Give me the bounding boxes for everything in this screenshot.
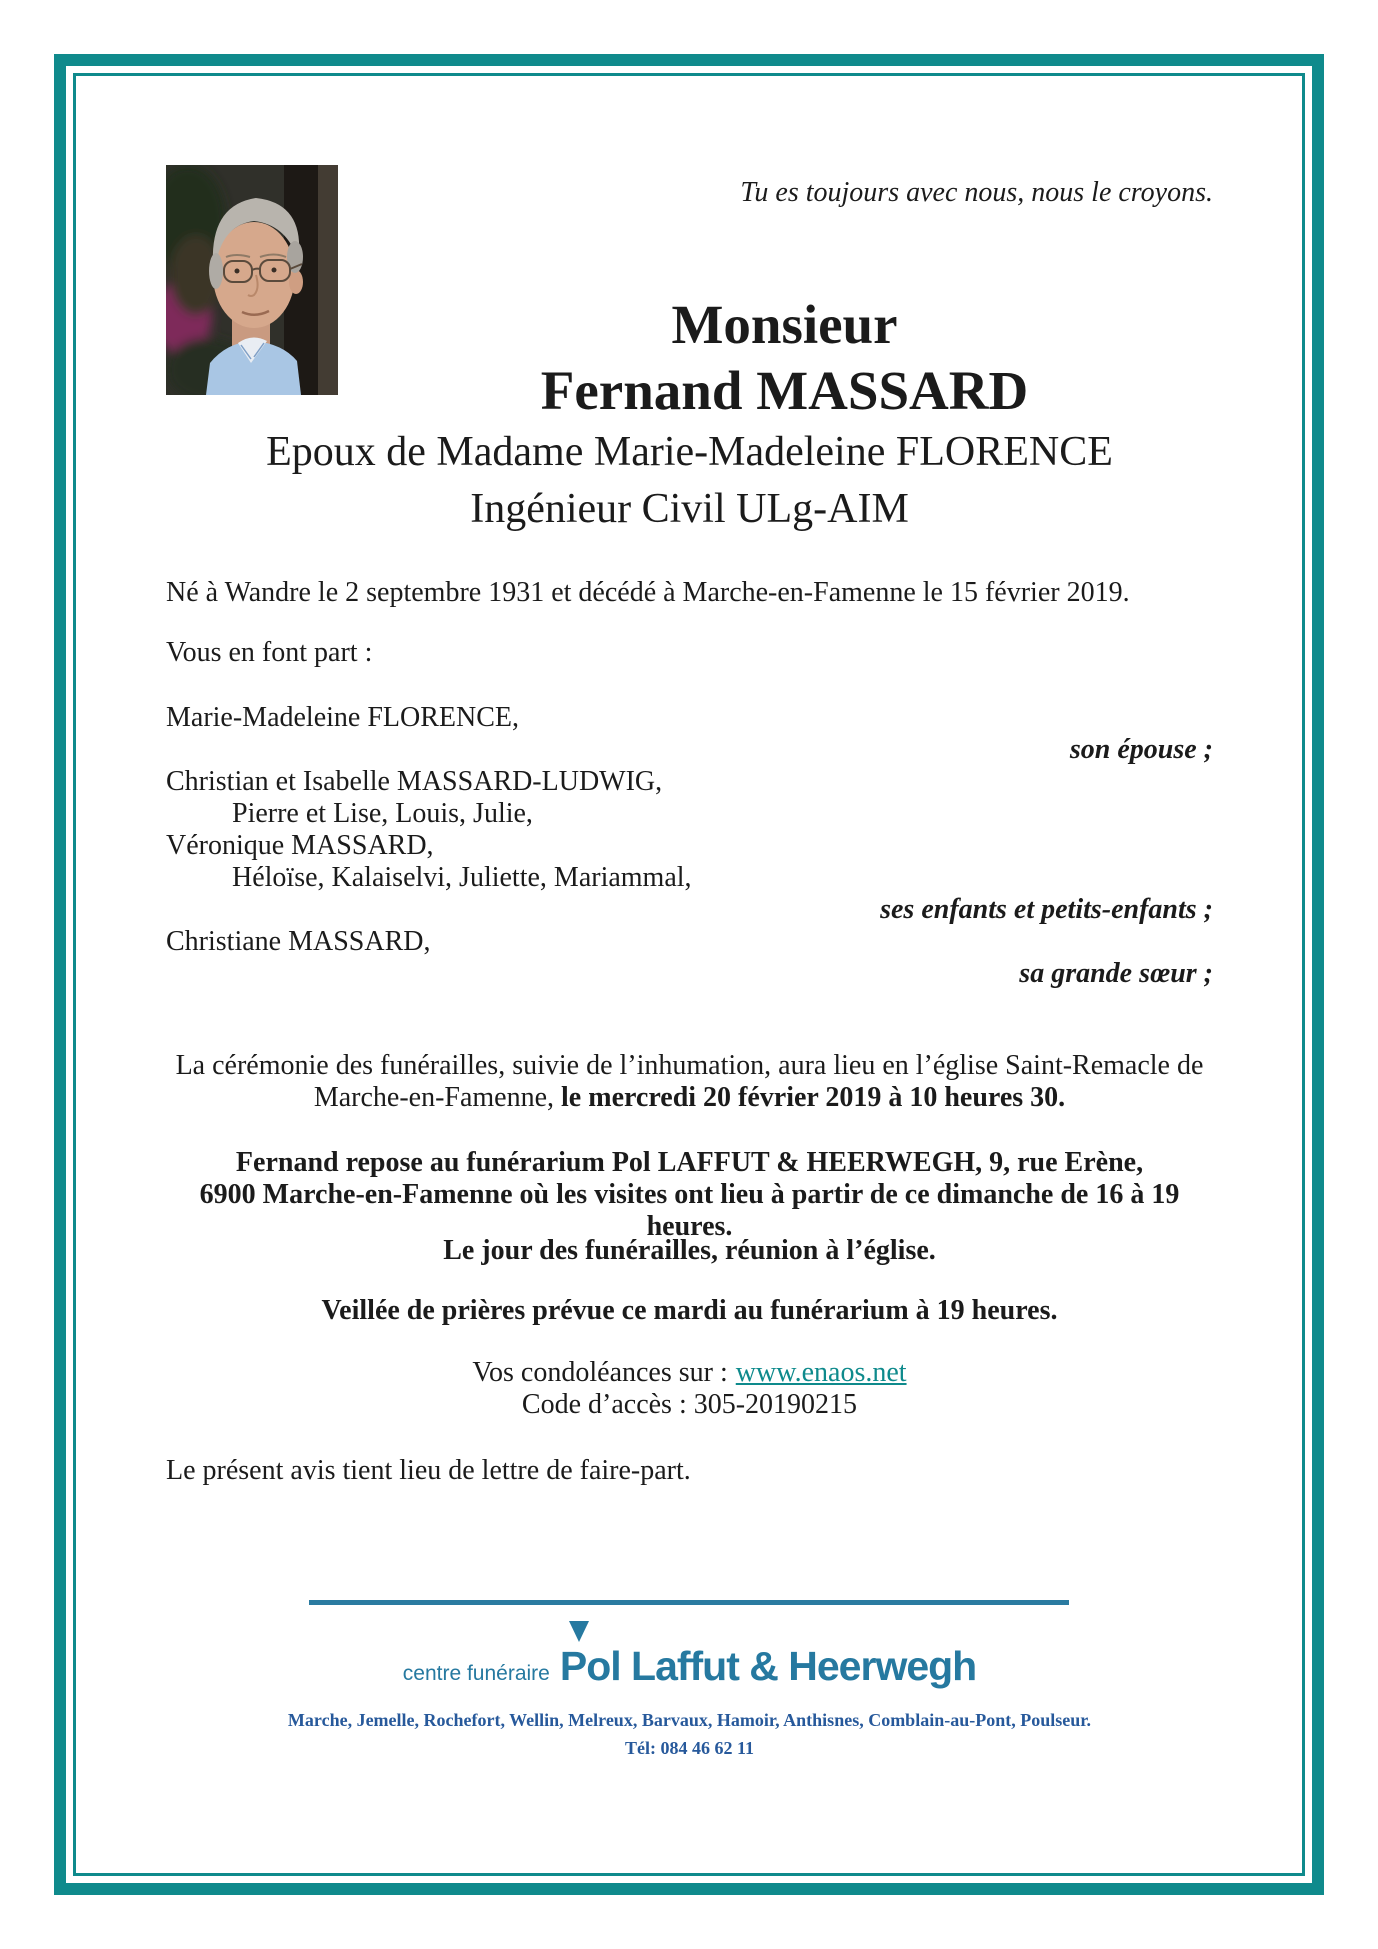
ceremony-line-2 xyxy=(166,1082,1213,1114)
condolences-prefix: Vos condoléances sur : xyxy=(472,1357,728,1388)
relation-label: son épouse ; xyxy=(1069,734,1213,765)
footer-cities-line: Marche, Jemelle, Rochefort, Wellin, Melreux, Barvaux, Hamoir, Anthisnes, Comblain-au-Pont, Poulseur. xyxy=(287,1710,1092,1730)
deceased-civility: Monsieur xyxy=(671,294,898,355)
family-list xyxy=(166,702,1213,990)
repose-line-2: 6900 Marche-en-Famenne où les visites ont lieu à partir de ce dimanche de 16 à 19 heures. xyxy=(199,1179,1180,1242)
ceremony-place: Marche-en-Famenne, xyxy=(313,1082,562,1113)
family-member-line: Christian et Isabelle MASSARD-LUDWIG, xyxy=(166,766,663,797)
brand-name-label: Pol Laffut & Heerwegh xyxy=(559,1643,977,1689)
deceased-degree-line: Ingénieur Civil ULg-AIM xyxy=(470,486,909,532)
footer-phone-line: Tél: 084 46 62 11 xyxy=(625,1738,754,1758)
footer-divider-rule xyxy=(309,1600,1069,1605)
condolences-link[interactable]: www.enaos.net xyxy=(735,1357,907,1388)
relation-label: ses enfants et petits-enfants ; xyxy=(880,894,1213,925)
notice-line: Le présent avis tient lieu de lettre de faire-part. xyxy=(166,1455,691,1486)
funeral-home-brand xyxy=(166,1643,1213,1690)
relation-label: sa grande sœur ; xyxy=(1019,958,1213,989)
reunion-line: Le jour des funérailles, réunion à l’église. xyxy=(443,1235,936,1266)
repose-paragraph xyxy=(166,1147,1213,1243)
family-member-line: Héloïse, Kalaiselvi, Juliette, Mariammal, xyxy=(232,862,692,893)
deceased-name: Fernand MASSARD xyxy=(540,360,1029,421)
deceased-spouse-line: Epoux de Madame Marie-Madeleine FLORENCE xyxy=(266,429,1113,475)
access-code-line: Code d’accès : 305-20190215 xyxy=(521,1389,858,1420)
condolences-block xyxy=(166,1357,1213,1421)
ceremony-paragraph xyxy=(166,1050,1213,1114)
repose-line-1: Fernand repose au funérarium Pol LAFFUT & HEERWEGH, 9, rue Erène, xyxy=(235,1147,1144,1178)
family-member-line: Véronique MASSARD, xyxy=(166,830,434,861)
family-member-line: Christiane MASSARD, xyxy=(166,926,431,957)
family-member-line: Pierre et Lise, Louis, Julie, xyxy=(232,798,533,829)
ceremony-line-1: La cérémonie des funérailles, suivie de l’inhumation, aura lieu en l’église Saint-Remacle de xyxy=(175,1050,1204,1081)
vigil-line: Veillée de prières prévue ce mardi au funérarium à 19 heures. xyxy=(321,1295,1058,1326)
condolences-line xyxy=(166,1357,1213,1389)
brand-prefix-label: centre funéraire xyxy=(402,1662,550,1685)
announcement-intro: Vous en font part : xyxy=(166,637,373,668)
deceased-title-block xyxy=(166,292,1213,538)
ceremony-datetime: le mercredi 20 février 2019 à 10 heures 30. xyxy=(561,1082,1066,1113)
life-dates-line: Né à Wandre le 2 septembre 1931 et décédé à Marche-en-Famenne le 15 février 2019. xyxy=(166,577,1130,608)
content-column xyxy=(166,0,1213,1949)
logo-triangle-icon xyxy=(569,1621,589,1642)
epitaph-quote: Tu es toujours avec nous, nous le croyons. xyxy=(740,177,1213,208)
family-member-line: Marie-Madeleine FLORENCE, xyxy=(166,702,520,733)
